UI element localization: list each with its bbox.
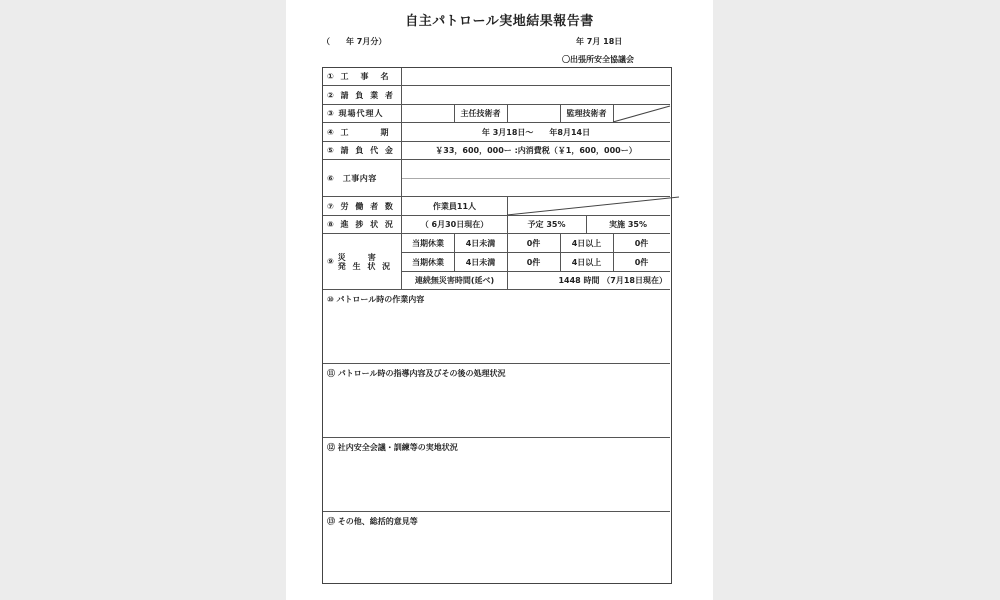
report-table <box>322 67 672 584</box>
document-title: 自主パトロール実地結果報告書 <box>405 14 594 29</box>
construction-period-value: 年 3月18日～ 年8月14日 <box>481 127 591 137</box>
label-accident-number: ⑨ <box>327 257 334 266</box>
label-work-content: ⑥ 工事内容 <box>327 173 377 183</box>
label-project-name: ① 工 事 名 <box>327 72 391 81</box>
progress-as-of: （ 6月30日現在） <box>420 220 489 229</box>
accident-over-2: 4日以上 <box>571 257 602 267</box>
section-safety-meeting-label: ⑫ 社内安全会議・訓練等の実地状況 <box>327 443 458 452</box>
label-chief-engineer: 主任技術者 <box>460 109 501 118</box>
label-site-agent: ③ 現場代理人 <box>327 109 384 118</box>
contract-amount-value: ￥33，600，000ー :内消費税（￥1，600，000ー） <box>435 146 637 155</box>
report-period: （ 年 7月分） <box>322 37 387 46</box>
accident-over-count-2: 0件 <box>634 257 649 267</box>
label-accident-bottom: 発 生 状 況 <box>337 261 393 271</box>
accident-over-count-1: 0件 <box>634 238 649 248</box>
worker-count-value: 作業員11人 <box>432 201 477 211</box>
section-other-opinions-label: ⑬ その他、総括的意見等 <box>327 517 418 526</box>
accident-type-2: 当期休業 <box>412 257 444 267</box>
accident-under-1: 4日未満 <box>465 238 496 248</box>
label-construction-period: ④ 工 期 <box>327 127 391 137</box>
organization-name: 〇出張所安全協議会 <box>562 55 634 64</box>
section-other-opinions-field[interactable] <box>323 530 670 582</box>
site-agent-field[interactable] <box>402 105 454 122</box>
label-contractor: ② 請 負 業 者 <box>327 90 395 100</box>
accident-over-1: 4日以上 <box>571 238 602 248</box>
label-progress-status: ⑧ 進 捗 状 況 <box>327 220 395 229</box>
accident-type-1: 当期休業 <box>412 238 444 248</box>
section-guidance-label: ⑪ パトロール時の指導内容及びその後の処理状況 <box>327 369 506 378</box>
label-accident-status <box>327 234 401 289</box>
accident-under-2: 4日未満 <box>465 257 496 267</box>
continuous-safe-hours-label: 連続無災害時間(延べ) <box>414 276 495 285</box>
work-content-field[interactable] <box>402 160 670 196</box>
accident-under-count-1: 0件 <box>526 238 541 248</box>
continuous-safe-hours-value: 1448 時間 （7月18日現在） <box>558 276 667 285</box>
report-date: 年 7月 18日 <box>576 37 623 46</box>
section-patrol-work-field[interactable] <box>323 308 670 362</box>
report-page <box>286 0 713 600</box>
label-contract-amount: ⑤ 請 負 代 金 <box>327 146 395 155</box>
progress-actual: 実施 35% <box>609 220 647 229</box>
progress-planned: 予定 35% <box>527 220 566 229</box>
chief-engineer-field[interactable] <box>507 105 560 122</box>
section-guidance-field[interactable] <box>323 382 670 436</box>
accident-under-count-2: 0件 <box>526 257 541 267</box>
label-accident-top: 災 害 <box>337 252 378 262</box>
label-worker-count: ⑦ 労 働 者 数 <box>327 201 395 211</box>
contractor-field[interactable] <box>402 86 670 104</box>
label-supervising-engineer: 監理技術者 <box>566 109 607 118</box>
section-patrol-work-label: ⑩ パトロール時の作業内容 <box>327 295 425 304</box>
project-name-field[interactable] <box>402 68 670 85</box>
section-safety-meeting-field[interactable] <box>323 456 670 510</box>
